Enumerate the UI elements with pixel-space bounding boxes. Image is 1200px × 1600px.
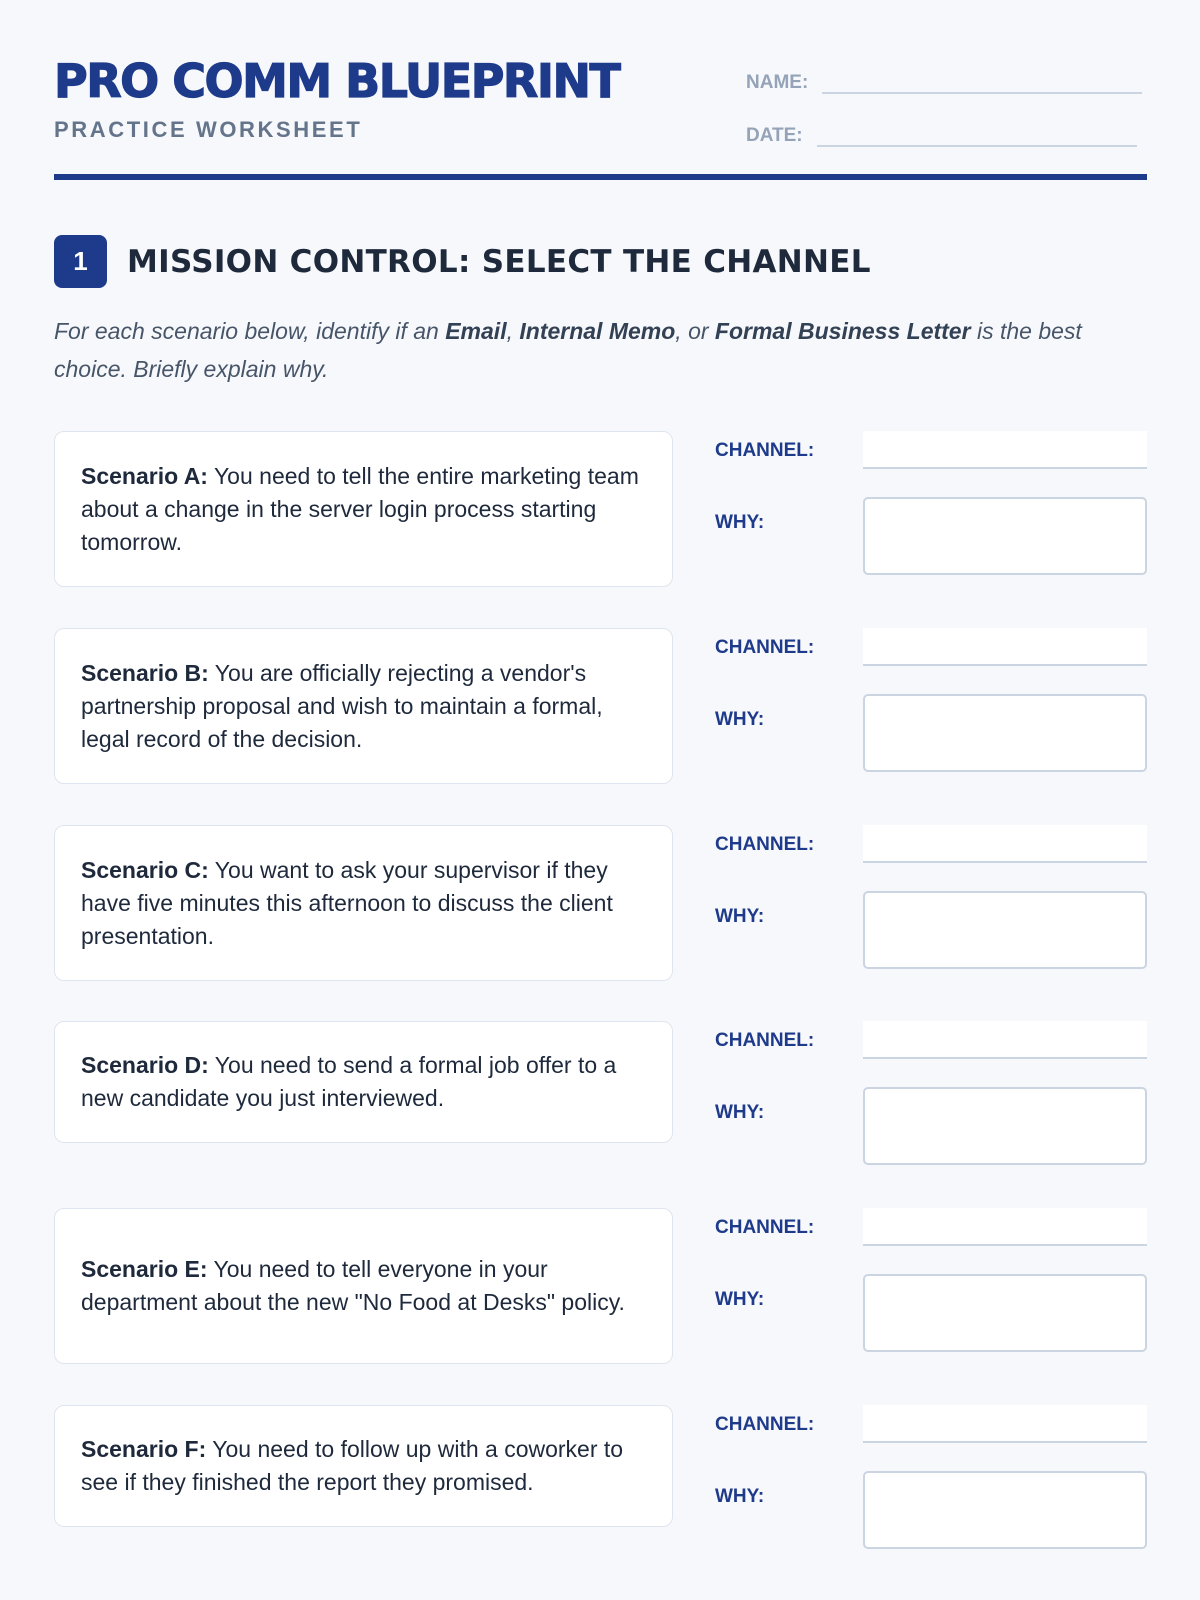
name-field[interactable] — [822, 60, 1142, 94]
why-label: WHY: — [715, 512, 765, 533]
worksheet-page — [54, 0, 1147, 1507]
channel-input[interactable] — [863, 628, 1147, 666]
date-row — [746, 113, 1137, 147]
scenario-label: Scenario E: — [81, 1256, 208, 1282]
channel-label: CHANNEL: — [715, 1414, 815, 1435]
scenario-card — [54, 1405, 673, 1527]
section-number-badge: 1 — [54, 235, 107, 288]
why-label: WHY: — [715, 709, 765, 730]
name-label: NAME: — [746, 72, 809, 93]
scenario-card — [54, 628, 673, 784]
instructions-option-email: Email — [445, 318, 507, 344]
why-label: WHY: — [715, 1486, 765, 1507]
scenario-text — [81, 460, 646, 559]
why-label: WHY: — [715, 1289, 765, 1310]
scenario-description: You need to tell the entire marketing team about a change in the server login process starting tomorrow. — [81, 462, 639, 555]
why-input[interactable] — [863, 497, 1147, 575]
scenario-description: You need to tell everyone in your department about the new "No Food at Desks" policy. — [81, 1256, 625, 1315]
scenario-text — [81, 1049, 646, 1115]
scenario-description: You need to send a formal job offer to a new candidate you just interviewed. — [81, 1052, 617, 1111]
channel-label: CHANNEL: — [715, 440, 815, 461]
date-label: DATE: — [746, 125, 803, 146]
scenario-text — [81, 657, 646, 756]
instructions-prefix: For each scenario below, identify if an — [54, 318, 446, 344]
date-field[interactable] — [817, 113, 1137, 147]
channel-input[interactable] — [863, 1208, 1147, 1246]
channel-label: CHANNEL: — [715, 637, 815, 658]
worksheet-subtitle: PRACTICE WORKSHEET — [54, 117, 363, 142]
name-row — [746, 60, 1142, 94]
scenario-label: Scenario B: — [81, 659, 209, 686]
channel-input[interactable] — [863, 431, 1147, 469]
why-input[interactable] — [863, 1087, 1147, 1165]
scenario-card — [54, 1021, 673, 1143]
why-input[interactable] — [863, 694, 1147, 772]
channel-label: CHANNEL: — [715, 1217, 815, 1238]
channel-input[interactable] — [863, 825, 1147, 863]
instructions-suffix: is the best choice. Briefly explain why. — [54, 318, 1082, 382]
why-input[interactable] — [863, 1471, 1147, 1549]
scenario-card — [54, 1208, 673, 1364]
scenario-card — [54, 431, 673, 587]
scenario-card — [54, 825, 673, 981]
channel-input[interactable] — [863, 1021, 1147, 1059]
scenario-label: Scenario A: — [81, 462, 208, 489]
channel-label: CHANNEL: — [715, 834, 815, 855]
instructions-separator: , or — [675, 318, 715, 344]
scenario-text — [81, 854, 646, 953]
scenario-description: You are officially rejecting a vendor's partnership proposal and wish to maintain a formal, legal record of the decision. — [81, 659, 603, 752]
worksheet-title: PRO COMM BLUEPRINT — [54, 54, 620, 108]
channel-input[interactable] — [863, 1405, 1147, 1443]
why-input[interactable] — [863, 1274, 1147, 1352]
instructions-separator: , — [506, 318, 520, 344]
instructions-option-letter: Formal Business Letter — [714, 318, 971, 344]
why-label: WHY: — [715, 906, 765, 927]
scenario-label: Scenario F: — [81, 1436, 207, 1462]
section-title: MISSION CONTROL: SELECT THE CHANNEL — [127, 243, 871, 280]
why-input[interactable] — [863, 891, 1147, 969]
worksheet-header — [54, 0, 1147, 180]
why-label: WHY: — [715, 1102, 765, 1123]
scenario-label: Scenario C: — [81, 856, 209, 883]
section-heading — [54, 235, 871, 288]
channel-label: CHANNEL: — [715, 1030, 815, 1051]
instructions-option-memo: Internal Memo — [519, 318, 676, 344]
scenario-description: You want to ask your supervisor if they have five minutes this afternoon to discuss the client presentation. — [81, 856, 613, 949]
scenario-description: You need to follow up with a coworker to see if they finished the report they promised. — [81, 1436, 624, 1495]
scenario-text — [81, 1433, 646, 1499]
header-divider — [54, 174, 1147, 180]
section-instructions — [54, 312, 1147, 388]
scenario-label: Scenario D: — [81, 1052, 209, 1078]
scenario-text — [81, 1253, 646, 1319]
